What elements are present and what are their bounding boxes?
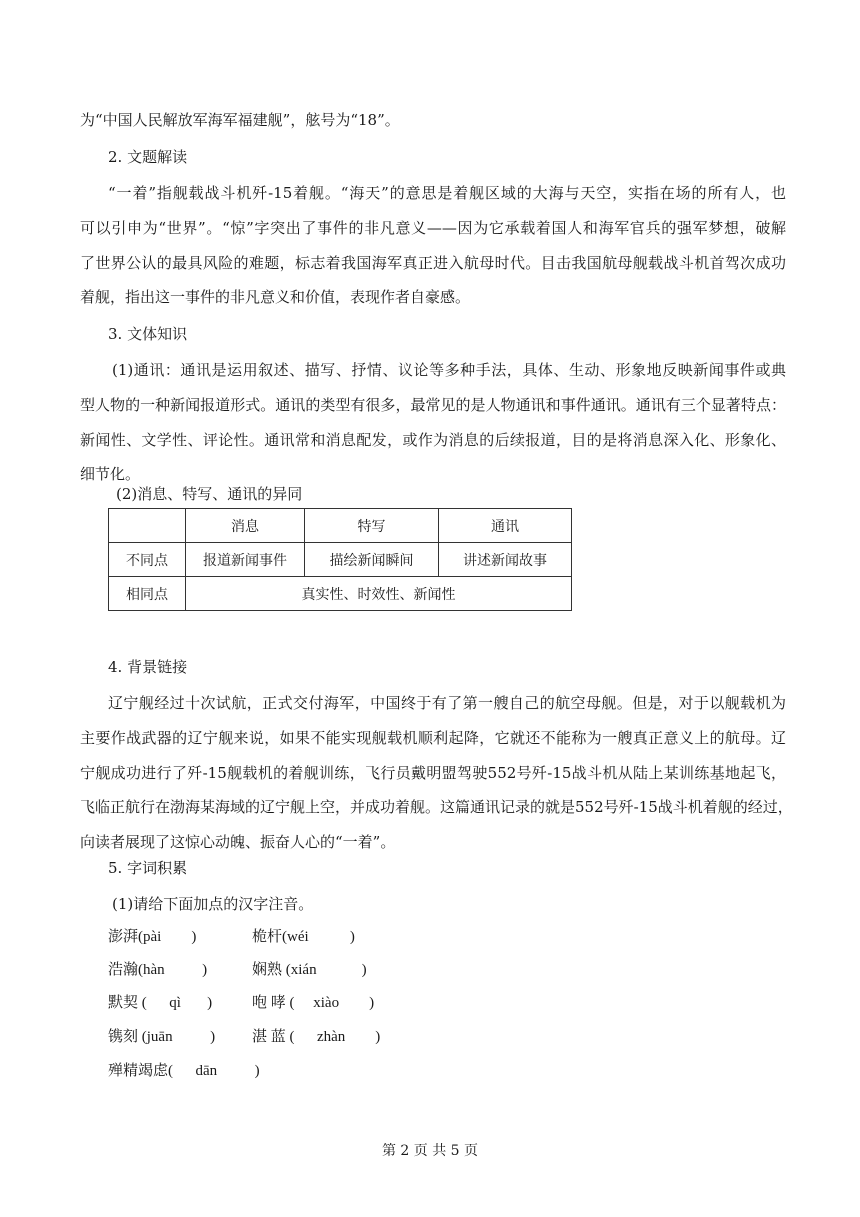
- text-line: 新闻性、文学性、评论性。通讯常和消息配发，或作为消息的后续报道，目的是将消息深入化、形象化、: [80, 431, 786, 449]
- text-line: 型人物的一种新闻报道形式。通讯的类型有很多，最常见的是人物通讯和事件通讯。通讯有三个显著特点：: [80, 396, 786, 414]
- pinyin-item: 镌刻 (juān ): [108, 1029, 216, 1045]
- pinyin-item: 咆 哮 ( xiào ): [252, 995, 375, 1011]
- pinyin-item: 浩瀚(hàn ): [108, 962, 208, 978]
- section-heading-3: 3. 文体知识: [108, 325, 188, 343]
- text-line: (1)请给下面加点的汉字注音。: [112, 895, 314, 913]
- pinyin-item: 默契 ( qì ): [108, 995, 213, 1011]
- text-line: 了世界公认的最具风险的难题，标志着我国海军真正进入航母时代。目击我国航母舰载战斗机首驾次成功: [80, 254, 786, 272]
- pinyin-item: 澎湃(pài ): [108, 929, 197, 945]
- pinyin-item: 桅杆(wéi ): [252, 929, 355, 945]
- text-line: 飞临正航行在渤海某海域的辽宁舰上空，并成功着舰。这篇通讯记录的就是552号歼-15战斗机着舰的经过，: [80, 798, 793, 816]
- text-line: (1)通讯：通讯是运用叙述、描写、抒情、议论等多种手法，具体、生动、形象地反映新闻事件或典: [112, 361, 786, 379]
- section-heading-4: 4. 背景链接: [108, 658, 188, 676]
- table-cell: 不同点: [109, 543, 186, 577]
- comparison-table: [108, 508, 572, 611]
- section-heading-5: 5. 字词积累: [108, 859, 188, 877]
- text-line: 辽宁舰经过十次试航，正式交付海军，中国终于有了第一艘自己的航空母舰。但是，对于以舰载机为: [108, 694, 786, 712]
- table-cell: 特写: [305, 509, 439, 543]
- table-row: [109, 509, 572, 543]
- text-line: 着舰，指出这一事件的非凡意义和价值，表现作者自豪感。: [80, 288, 471, 306]
- table-row: [109, 543, 572, 577]
- table-cell: 相同点: [109, 577, 186, 611]
- pinyin-item: 娴熟 (xián ): [252, 962, 367, 978]
- table-cell: 真实性、时效性、新闻性: [186, 577, 572, 611]
- text-line: 宁舰成功进行了歼-15舰载机的着舰训练，飞行员戴明盟驾驶552号歼-15战斗机从陆上某训练基地起飞，: [80, 764, 786, 782]
- table-cell: [109, 509, 186, 543]
- text-line: 细节化。: [80, 465, 141, 483]
- table-cell: 消息: [186, 509, 305, 543]
- text-line: “一着”指舰载战斗机歼-15着舰。“海天”的意思是着舰区域的大海与天空，实指在场的所有人，也: [108, 184, 786, 202]
- pinyin-item: 湛 蓝 ( zhàn ): [252, 1029, 381, 1045]
- pinyin-item: 殚精竭虑( dān ): [108, 1063, 260, 1079]
- table-caption: (2)消息、特写、通讯的异同: [116, 485, 303, 503]
- text-line: 向读者展现了这惊心动魄、振奋人心的“一着”。: [80, 833, 396, 851]
- table-row: [109, 577, 572, 611]
- table-cell: 描绘新闻瞬间: [305, 543, 439, 577]
- text-line: 主要作战武器的辽宁舰来说，如果不能实现舰载机顺利起降，它就还不能称为一艘真正意义上的航母。辽: [80, 729, 786, 747]
- table-cell: 讲述新闻故事: [439, 543, 572, 577]
- table-cell: 报道新闻事件: [186, 543, 305, 577]
- section-heading-2: 2. 文题解读: [108, 148, 188, 166]
- text-line: 可以引申为“世界”。“惊”字突出了事件的非凡意义——因为它承载着国人和海军官兵的强军梦想，破解: [80, 219, 786, 237]
- page-footer: 第 2 页 共 5 页: [381, 1143, 479, 1159]
- table-cell: 通讯: [439, 509, 572, 543]
- text-line: 为“中国人民解放军海军福建舰”，舷号为“18”。: [80, 111, 400, 129]
